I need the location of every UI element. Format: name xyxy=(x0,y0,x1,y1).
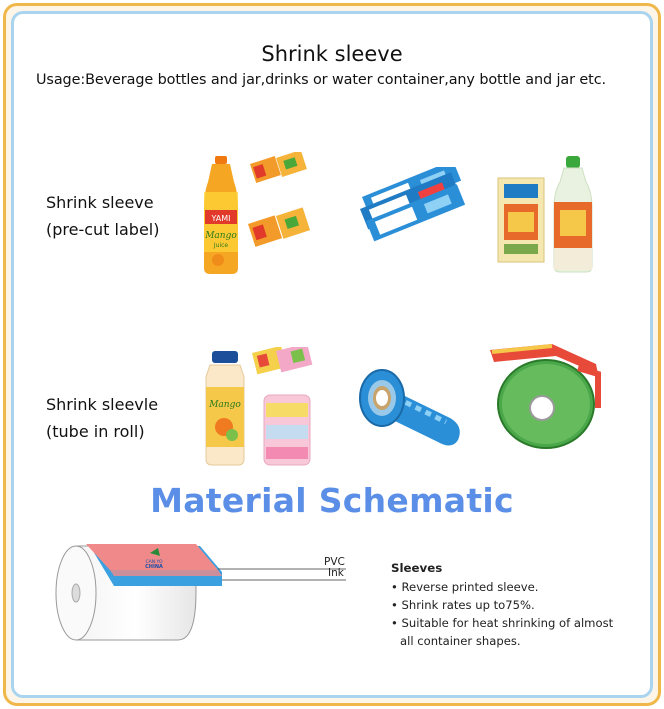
usage-text: Usage:Beverage bottles and jar,drinks or water container,any bottle and jar etc. xyxy=(36,72,607,88)
sleeve-logo-line2: CHINA xyxy=(145,564,163,570)
mango-bottle-and-sleeves-image xyxy=(204,347,320,469)
sleeve-notes xyxy=(391,559,613,650)
row-label-line2: (tube in roll) xyxy=(46,422,145,441)
pvc-layer-label: PVC xyxy=(324,556,345,568)
material-schematic-diagram xyxy=(50,540,350,646)
row-label-line1: Shrink sleevle xyxy=(46,395,159,414)
notes-item: • Shrink rates up to75%. xyxy=(391,598,535,612)
row-label-tube xyxy=(46,391,158,445)
blue-sleeve-roll-image xyxy=(354,366,468,450)
notes-item: • Reverse printed sleeve. xyxy=(391,580,539,594)
notes-item: • Suitable for heat shrinking of almost xyxy=(391,616,614,630)
row-label-precut xyxy=(46,189,159,243)
green-sleeve-roll-image xyxy=(486,338,604,452)
bottle-brand-text: YAMI xyxy=(211,214,231,223)
notes-heading: Sleeves xyxy=(391,561,443,575)
schematic-title: Material Schematic xyxy=(150,481,514,520)
bottle2-flavor-text: Mango xyxy=(209,400,241,410)
row-label-line2: (pre-cut label) xyxy=(46,220,160,239)
ink-layer-label: Ink xyxy=(328,567,344,579)
sleeve-logo-line1: CAN YO xyxy=(145,560,163,565)
notes-item: all container shapes. xyxy=(400,634,521,648)
page-title: Shrink sleeve xyxy=(261,42,403,66)
fruit-bottle-and-label-image xyxy=(494,152,604,276)
mango-bottle-and-labels-image xyxy=(190,152,320,277)
row-label-line1: Shrink sleeve xyxy=(46,193,154,212)
bottle-sub-text: Juice xyxy=(213,242,229,249)
bottle-flavor-text: Mango xyxy=(205,231,237,241)
blue-precut-labels-image xyxy=(356,167,468,247)
